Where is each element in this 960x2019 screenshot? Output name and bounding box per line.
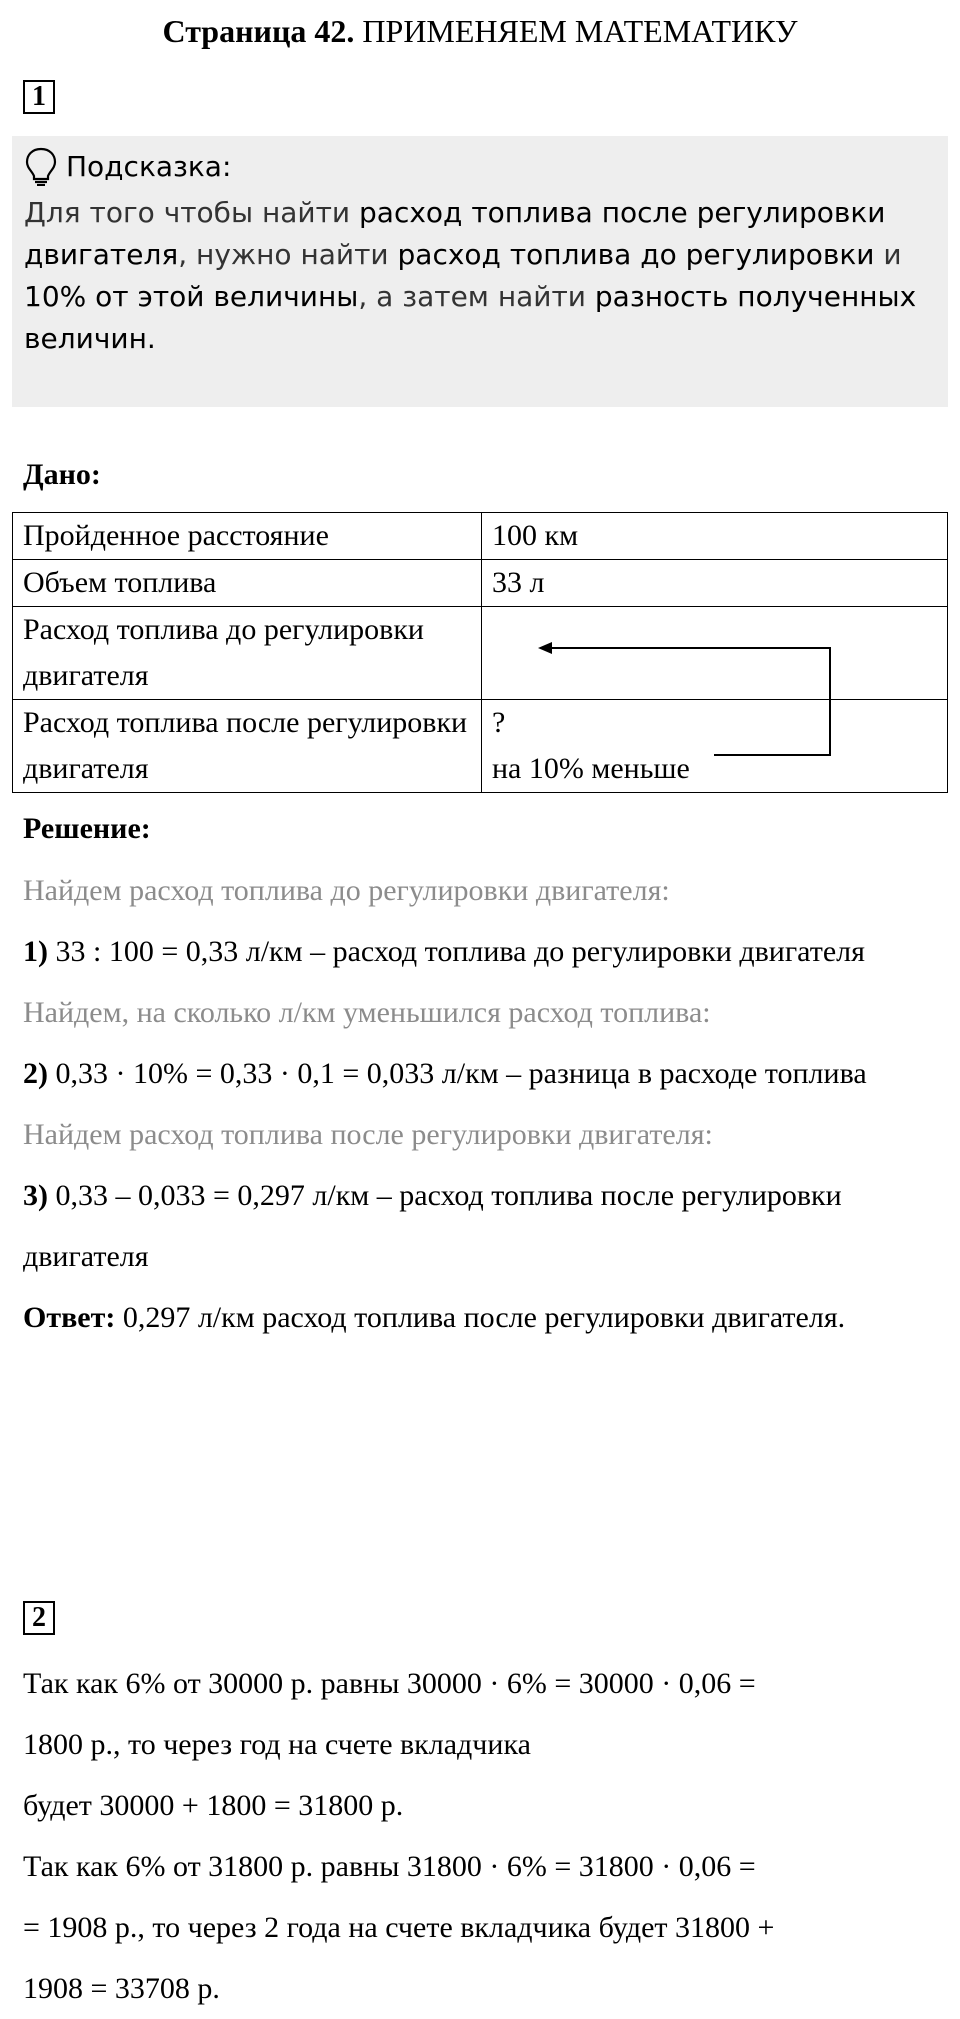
given-label: Дано:: [23, 458, 101, 491]
text-line: будет 30000 + 1800 = 31800 р.: [23, 1789, 404, 1822]
task-number-1: 1: [23, 80, 55, 114]
step-1: [23, 921, 923, 982]
table-note: на 10% меньше: [492, 752, 690, 785]
hint-part: , а затем найти: [358, 280, 595, 313]
section-title: ПРИМЕНЯЕМ МАТЕМАТИКУ: [354, 13, 798, 49]
table-row: [13, 607, 948, 700]
step-comment: Найдем расход топлива до регулировки двигателя:: [23, 874, 670, 907]
hint-emphasis: расход топлива до регулировки: [397, 238, 875, 271]
step-number: 1): [23, 935, 48, 968]
page-title: [0, 10, 960, 52]
step-text: 0,33 – 0,033 = 0,297 л/км – расход топлива после регулировки двигателя: [23, 1179, 842, 1273]
text-line: 1800 р., то через год на счете вкладчика: [23, 1728, 531, 1761]
table-cell: Пройденное расстояние: [13, 513, 482, 560]
solution-label: Решение:: [23, 812, 151, 845]
text-line: Так как 6% от 31800 р. равны 31800 · 6% = 31800 · 0,06 =: [23, 1850, 756, 1883]
table-row: [13, 700, 948, 793]
hint-text: [24, 192, 929, 360]
table-cell: Расход топлива до регулировки двигателя: [13, 607, 482, 700]
table-row: [13, 560, 948, 607]
task-number-2: 2: [23, 1601, 55, 1635]
answer-text: 0,297 л/км расход топлива после регулировки двигателя.: [115, 1301, 846, 1334]
page-number: Страница 42.: [162, 13, 355, 49]
hint-part: , нужно найти: [178, 238, 398, 271]
hint-header: [24, 146, 231, 186]
lightbulb-icon: [24, 146, 58, 186]
hint-emphasis: разность полученных величин.: [24, 280, 917, 355]
hint-part: Для того чтобы найти: [24, 196, 360, 229]
step-2: [23, 1043, 923, 1104]
answer-label: Ответ:: [23, 1301, 116, 1334]
text-line: 1908 = 33708 р.: [23, 1972, 220, 2005]
step-3: [23, 1165, 923, 1287]
answer: [23, 1287, 923, 1348]
hint-emphasis: 10% от этой величины: [24, 280, 359, 313]
given-table: [12, 512, 948, 793]
table-cell: Расход топлива после регулировки двигателя: [13, 700, 482, 793]
solution: [23, 860, 923, 1348]
text-line: Так как 6% от 30000 р. равны 30000 · 6% = 30000 · 0,06 =: [23, 1667, 756, 1700]
table-row: [13, 513, 948, 560]
step-comment: Найдем расход топлива после регулировки двигателя:: [23, 1118, 713, 1151]
step-comment: Найдем, на сколько л/км уменьшился расход топлива:: [23, 996, 711, 1029]
table-cell: [482, 607, 948, 700]
table-cell: 33 л: [482, 560, 948, 607]
hint-title: Подсказка:: [66, 149, 232, 183]
step-number: 2): [23, 1057, 48, 1090]
table-cell: Объем топлива: [13, 560, 482, 607]
table-cell: 100 км: [482, 513, 948, 560]
step-number: 3): [23, 1179, 48, 1212]
unknown-mark: ?: [492, 706, 506, 739]
step-text: 0,33 · 10% = 0,33 · 0,1 = 0,033 л/км – разница в расходе топлива: [48, 1057, 867, 1090]
task2-text: [23, 1653, 938, 2019]
step-text: 33 : 100 = 0,33 л/км – расход топлива до регулировки двигателя: [48, 935, 865, 968]
table-cell: [482, 700, 948, 793]
hint-part: и: [874, 238, 902, 271]
text-line: = 1908 р., то через 2 года на счете вкладчика будет 31800 +: [23, 1911, 775, 1944]
hint-box: [12, 136, 948, 407]
hint-emphasis: расход топлива после регулировки двигателя: [24, 196, 886, 271]
